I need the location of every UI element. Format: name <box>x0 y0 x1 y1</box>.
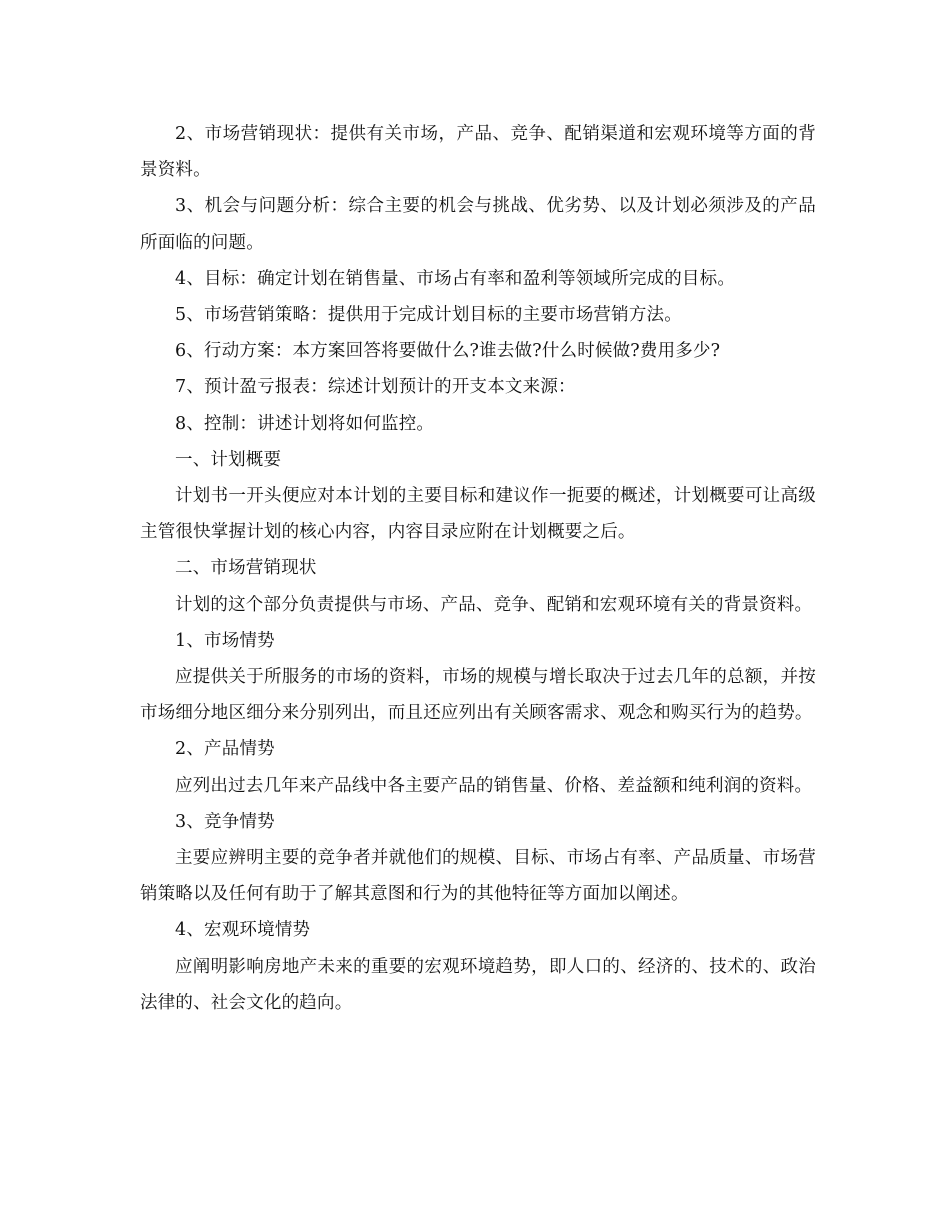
paragraph-marketing-status-item: 2、市场营销现状：提供有关市场，产品、竞争、配销渠道和宏观环境等方面的背景资料。 <box>140 124 816 181</box>
paragraph-marketing-strategy-item: 5、市场营销策略：提供用于完成计划目标的主要市场营销方法。 <box>175 305 682 326</box>
subheading-product-situation: 2、产品情势 <box>175 739 275 760</box>
paragraph-control-item: 8、控制：讲述计划将如何监控。 <box>175 413 435 434</box>
paragraph-opportunity-analysis-item: 3、机会与问题分析：综合主要的机会与挑战、优劣势、以及计划必须涉及的产品所面临的问题。 <box>140 196 816 253</box>
subheading-market-situation: 1、市场情势 <box>175 630 275 651</box>
paragraph-macro-environment: 应阐明影响房地产未来的重要的宏观环境趋势，即人口的、经济的、技术的、政治法律的、社会文化的趋向。 <box>140 956 816 1013</box>
document-body <box>140 116 816 1021</box>
section-heading-plan-summary: 一、计划概要 <box>175 449 282 470</box>
paragraph-market-situation: 应提供关于所服务的市场的资料，市场的规模与增长取决于过去几年的总额，并按市场细分地区细分来分别列出，而且还应列出有关顾客需求、观念和购买行为的趋势。 <box>140 667 816 724</box>
section-heading-marketing-status: 二、市场营销现状 <box>175 558 317 579</box>
paragraph-goals-item: 4、目标：确定计划在销售量、市场占有率和盈利等领域所完成的目标。 <box>175 268 736 289</box>
paragraph-competition-situation: 主要应辨明主要的竞争者并就他们的规模、目标、市场占有率、产品质量、市场营销策略以及任何有助于了解其意图和行为的其他特征等方面加以阐述。 <box>140 848 816 905</box>
paragraph-action-plan-item: 6、行动方案：本方案回答将要做什么?谁去做?什么时候做?费用多少? <box>175 341 721 362</box>
paragraph-product-situation: 应列出过去几年来产品线中各主要产品的销售量、价格、差益额和纯利润的资料。 <box>175 775 813 796</box>
subheading-competition-situation: 3、竞争情势 <box>175 811 275 832</box>
paragraph-marketing-status: 计划的这个部分负责提供与市场、产品、竞争、配销和宏观环境有关的背景资料。 <box>175 594 813 615</box>
subheading-macro-environment: 4、宏观环境情势 <box>175 920 311 941</box>
paragraph-profit-loss-item: 7、预计盈亏报表：综述计划预计的开支本文来源： <box>175 377 576 398</box>
paragraph-plan-summary: 计划书一开头便应对本计划的主要目标和建议作一扼要的概述，计划概要可让高级主管很快掌握计划的核心内容，内容目录应附在计划概要之后。 <box>140 486 816 543</box>
